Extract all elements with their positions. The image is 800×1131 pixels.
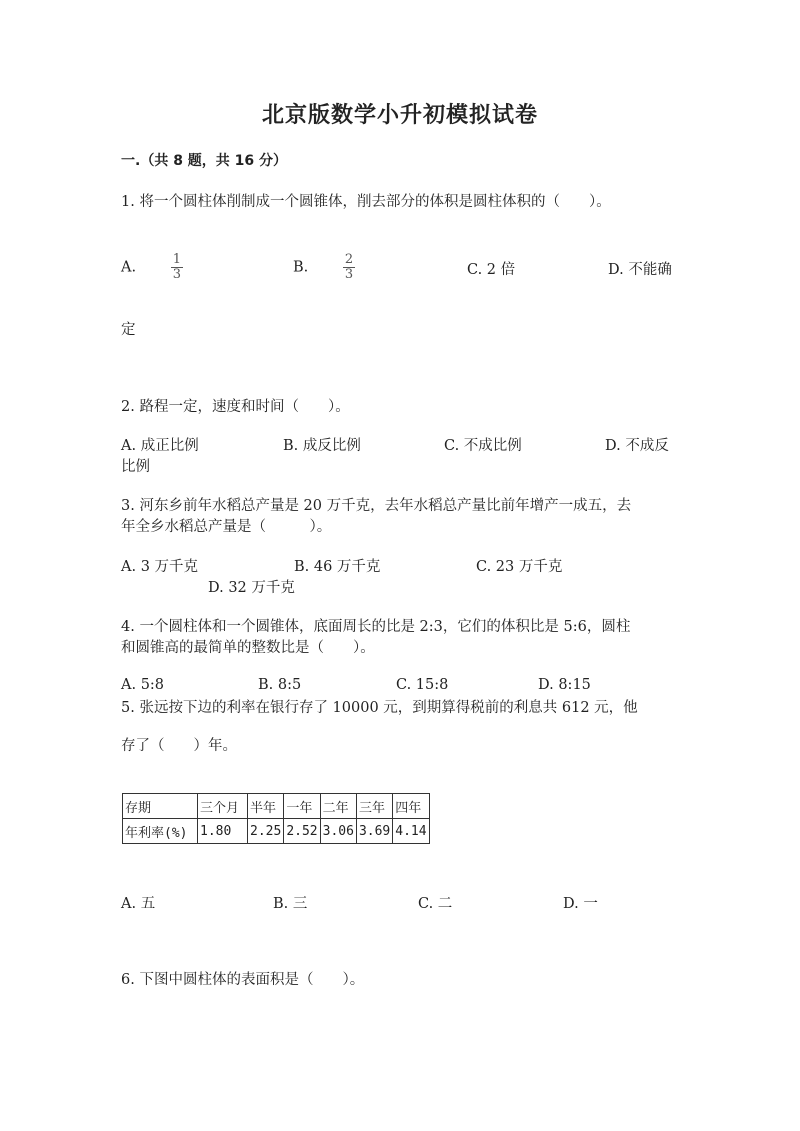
option-d[interactable]: D. 不能确 <box>608 262 672 278</box>
option-d[interactable]: D. 不成反 <box>605 438 669 454</box>
interest-rate-table <box>122 793 430 844</box>
option-d[interactable]: D. 8:15 <box>538 677 591 693</box>
option-a[interactable]: A. 成正比例 <box>121 438 199 454</box>
table-header-row <box>123 794 430 819</box>
fraction <box>343 253 355 282</box>
question-stem: 年全乡水稻总产量是（ ）。 <box>121 519 332 535</box>
table-header-cell: 半年 <box>248 794 284 819</box>
option-d[interactable]: D. 一 <box>563 896 598 912</box>
option-a[interactable]: A. 3 万千克 <box>121 559 199 575</box>
question-stem: 6. 下图中圆柱体的表面积是（ ）。 <box>121 972 365 988</box>
fraction-denominator: 3 <box>344 267 354 282</box>
option-label: B. <box>293 259 309 276</box>
option-a[interactable]: A. 5:8 <box>121 677 165 693</box>
fraction-denominator: 3 <box>172 267 181 282</box>
table-header-cell: 三个月 <box>198 794 248 819</box>
table-cell: 3.06 <box>320 819 356 844</box>
option-wrap-text: 比例 <box>121 459 150 475</box>
option-b[interactable]: B. 8:5 <box>258 677 302 693</box>
table-cell: 1.80 <box>198 819 248 844</box>
option-b[interactable] <box>293 253 355 282</box>
table-header-cell: 三年 <box>356 794 392 819</box>
table-header-cell: 四年 <box>393 794 429 819</box>
option-c[interactable]: C. 15:8 <box>396 677 449 693</box>
option-b[interactable]: B. 46 万千克 <box>294 559 381 575</box>
option-a[interactable]: A. 五 <box>121 896 156 912</box>
fraction <box>171 253 183 282</box>
option-a[interactable] <box>121 253 183 282</box>
table-header-cell: 一年 <box>284 794 320 819</box>
option-c[interactable]: C. 二 <box>418 896 453 912</box>
table-cell: 3.69 <box>356 819 392 844</box>
question-stem: 存了（ ）年。 <box>121 738 237 754</box>
question-stem: 1. 将一个圆柱体削制成一个圆锥体，削去部分的体积是圆柱体积的（ ）。 <box>121 194 611 210</box>
option-b[interactable]: B. 成反比例 <box>283 438 361 454</box>
table-cell: 2.52 <box>284 819 320 844</box>
question-stem: 4. 一个圆柱体和一个圆锥体，底面周长的比是 2:3，它们的体积比是 5:6，圆柱 <box>121 619 631 635</box>
question-stem: 3. 河东乡前年水稻总产量是 20 万千克，去年水稻总产量比前年增产一成五，去 <box>121 498 632 514</box>
page-title: 北京版数学小升初模拟试卷 <box>261 103 538 128</box>
question-stem: 2. 路程一定，速度和时间（ ）。 <box>121 399 350 415</box>
option-c[interactable]: C. 23 万千克 <box>476 559 563 575</box>
fraction-numerator: 2 <box>344 252 354 267</box>
table-cell: 4.14 <box>393 819 429 844</box>
question-stem: 5. 张远按下边的利率在银行存了 10000 元，到期算得税前的利息共 612 元，他 <box>121 700 638 716</box>
option-b[interactable]: B. 三 <box>273 896 308 912</box>
option-label: A. <box>121 259 137 276</box>
question-stem: 和圆锥高的最简单的整数比是（ ）。 <box>121 640 375 656</box>
table-row <box>123 819 430 844</box>
table-cell: 2.25 <box>248 819 284 844</box>
table-header-cell: 二年 <box>320 794 356 819</box>
table-header-cell: 存期 <box>123 794 198 819</box>
fraction-numerator: 1 <box>172 252 181 267</box>
option-c[interactable]: C. 不成比例 <box>444 438 522 454</box>
table-cell: 年利率(%) <box>123 819 198 844</box>
option-wrap-text: 定 <box>121 322 136 338</box>
option-d[interactable]: D. 32 万千克 <box>208 580 295 596</box>
section-heading: 一.（共 8 题，共 16 分） <box>121 153 288 169</box>
option-c[interactable]: C. 2 倍 <box>467 262 516 278</box>
